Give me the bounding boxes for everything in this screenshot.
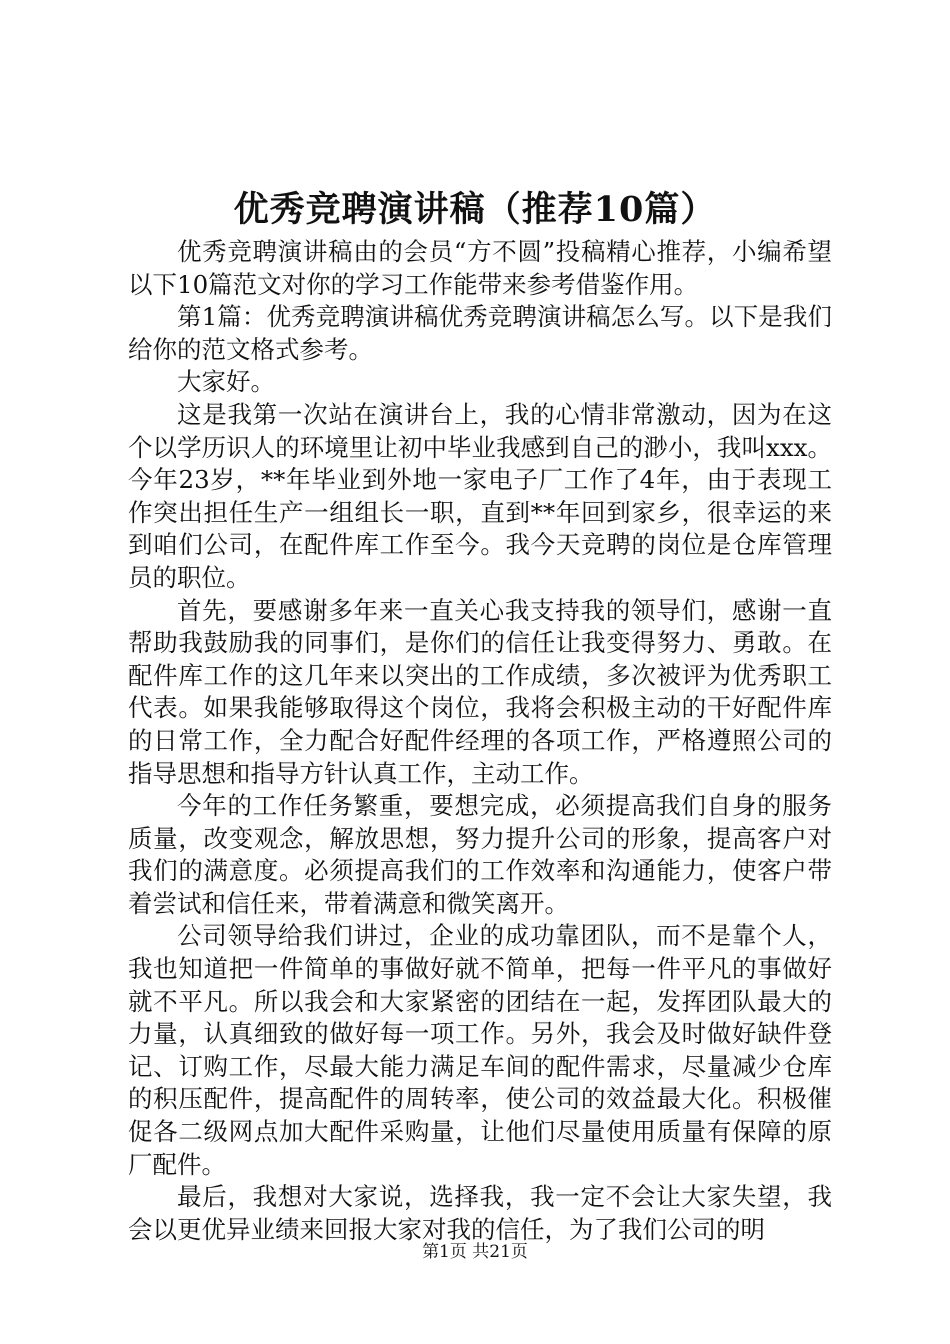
paragraph: 大家好。 (177, 367, 275, 397)
document-body (128, 236, 832, 1246)
paragraph: 今年的工作任务繁重，要想完成，必须提高我们自身的服务质量，改变观念，解放思想，努力提升公司的形象，提高客户对我们的满意度。必须提高我们的工作效率和沟通能力，使客户带着尝试和信任来，带着满意和微笑离开。 (128, 791, 832, 918)
paragraph: 公司领导给我们讲过，企业的成功靠团队，而不是靠个人，我也知道把一件简单的事做好就不简单，把每一件平凡的事做好就不平凡。所以我会和大家紧密的团结在一起，发挥团队最大的力量，认真细致的做好每一项工作。另外，我会及时做好缺件登记、订购工作，尽最大能力满足车间的配件需求，尽量减少仓库的积压配件，提高配件的周转率，使公司的效益最大化。积极催促各二级网点加大配件采购量，让他们尽量使用质量有保障的原厂配件。 (128, 921, 832, 1179)
document-title: 优秀竞聘演讲稿（推荐10篇） (233, 189, 717, 230)
paragraph: 最后，我想对大家说，选择我，我一定不会让大家失望，我会以更优异业绩来回报大家对我的信任，为了我们公司的明 (128, 1182, 832, 1244)
page-number-footer: 第1页 共21页 (422, 1242, 528, 1262)
paragraph: 这是我第一次站在演讲台上，我的心情非常激动，因为在这个以学历识人的环境里让初中毕业我感到自己的渺小，我叫xxx。今年23岁，**年毕业到外地一家电子厂工作了4年，由于表现工作突出担任生产一组组长一职，直到**年回到家乡，很幸运的来到咱们公司，在配件库工作至今。我今天竞聘的岗位是仓库管理员的职位。 (128, 399, 832, 592)
paragraph: 第1篇：优秀竞聘演讲稿优秀竞聘演讲稿怎么写。以下是我们给你的范文格式参考。 (128, 302, 832, 364)
paragraph: 优秀竞聘演讲稿由的会员“方不圆”投稿精心推荐，小编希望以下10篇范文对你的学习工作能带来参考借鉴作用。 (128, 237, 832, 299)
paragraph: 首先，要感谢多年来一直关心我支持我的领导们，感谢一直帮助我鼓励我的同事们，是你们的信任让我变得努力、勇敢。在配件库工作的这几年来以突出的工作成绩，多次被评为优秀职工代表。如果我能够取得这个岗位，我将会积极主动的干好配件库的日常工作，全力配合好配件经理的各项工作，严格遵照公司的指导思想和指导方针认真工作，主动工作。 (128, 595, 832, 788)
